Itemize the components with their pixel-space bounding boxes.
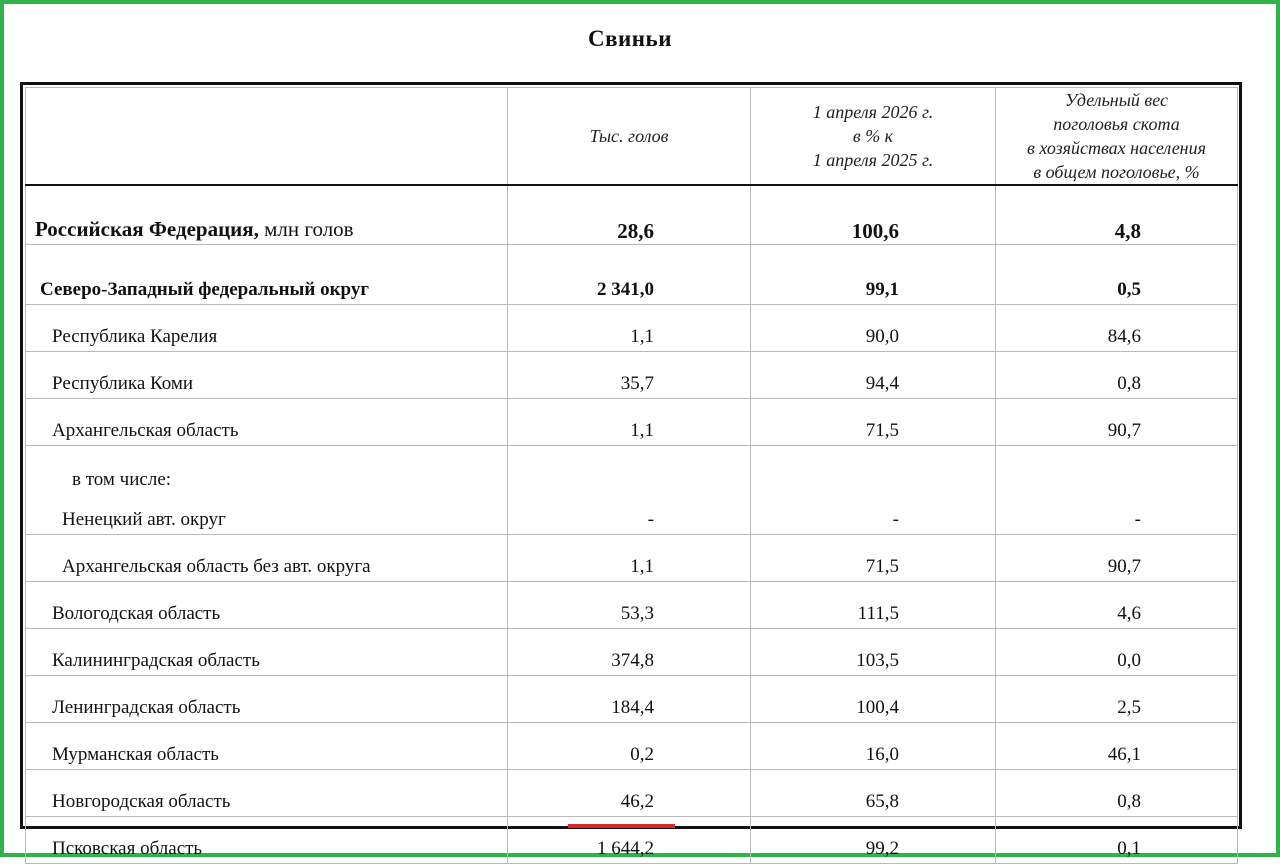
value-percent: 99,1 [751,245,996,305]
row-name: Мурманская область [26,723,508,770]
value-thousand-heads: 1,1 [508,305,751,352]
table-row [26,723,1238,770]
value-percent: 16,0 [751,723,996,770]
header-thousand-heads: Тыс. голов [508,88,751,186]
table-row [26,535,1238,582]
pigs-table [25,87,1238,864]
table-row [26,676,1238,723]
value-share: 2,5 [996,676,1238,723]
value-thousand-heads: - [508,446,751,535]
row-name: Калининградская область [26,629,508,676]
value-percent: 100,4 [751,676,996,723]
value-share: 0,5 [996,245,1238,305]
value-share: 90,7 [996,535,1238,582]
table-row-federation [26,185,1238,245]
value-share: 0,1 [996,817,1238,864]
row-name: Республика Коми [26,352,508,399]
row-name: Республика Карелия [26,305,508,352]
value-percent: 99,2 [751,817,996,864]
value-percent: 111,5 [751,582,996,629]
row-name: Новгородская область [26,770,508,817]
row-name: Псковская область [26,817,508,864]
value-share: 90,7 [996,399,1238,446]
value-thousand-heads: 1,1 [508,535,751,582]
table-title: Свиньи [588,26,672,51]
value-percent: 65,8 [751,770,996,817]
row-name: Вологодская область [26,582,508,629]
value-share: 0,8 [996,770,1238,817]
value-thousand-heads: 0,2 [508,723,751,770]
value-share: 84,6 [996,305,1238,352]
value-thousand-heads: 2 341,0 [508,245,751,305]
header-row [26,88,1238,186]
table-row [26,305,1238,352]
row-name [26,446,508,535]
data-table-border [20,82,1242,859]
table-row [26,770,1238,817]
highlight-underline [568,824,675,828]
value-thousand-heads: 35,7 [508,352,751,399]
value-thousand-heads: 28,6 [508,185,751,245]
value-share: 0,8 [996,352,1238,399]
value-percent: 71,5 [751,399,996,446]
row-name: Ленинградская область [26,676,508,723]
value-thousand-heads: 53,3 [508,582,751,629]
row-name: Северо-Западный федеральный округ [26,245,508,305]
header-name-cell [26,88,508,186]
row-name: Архангельская область [26,399,508,446]
value-percent: 90,0 [751,305,996,352]
header-percent-change: 1 апреля 2026 г. в % к 1 апреля 2025 г. [751,88,996,186]
value-thousand-heads: 46,2 [508,770,751,817]
header-share: Удельный вес поголовья скота в хозяйствах населения в общем поголовье, % [996,88,1238,186]
value-thousand-heads: 1,1 [508,399,751,446]
table-row [26,629,1238,676]
value-percent: 103,5 [751,629,996,676]
value-percent: 71,5 [751,535,996,582]
row-name: Архангельская область без авт. округа [26,535,508,582]
value-thousand-heads: 374,8 [508,629,751,676]
table-row [26,582,1238,629]
nenets-label: Ненецкий авт. округ [62,509,226,530]
table-row-including [26,446,1238,535]
table-row [26,352,1238,399]
value-share: 4,6 [996,582,1238,629]
table-row-district [26,245,1238,305]
value-thousand-heads: 1 644,2 [508,817,751,864]
value-percent: 94,4 [751,352,996,399]
including-label: в том числе: [72,469,172,490]
row-name: Российская Федерация, млн голов [26,185,508,245]
value-share: 0,0 [996,629,1238,676]
value-share: 46,1 [996,723,1238,770]
value-percent: 100,6 [751,185,996,245]
value-share: - [996,446,1238,535]
value-thousand-heads: 184,4 [508,676,751,723]
value-share: 4,8 [996,185,1238,245]
table-row [26,399,1238,446]
value-percent: - [751,446,996,535]
